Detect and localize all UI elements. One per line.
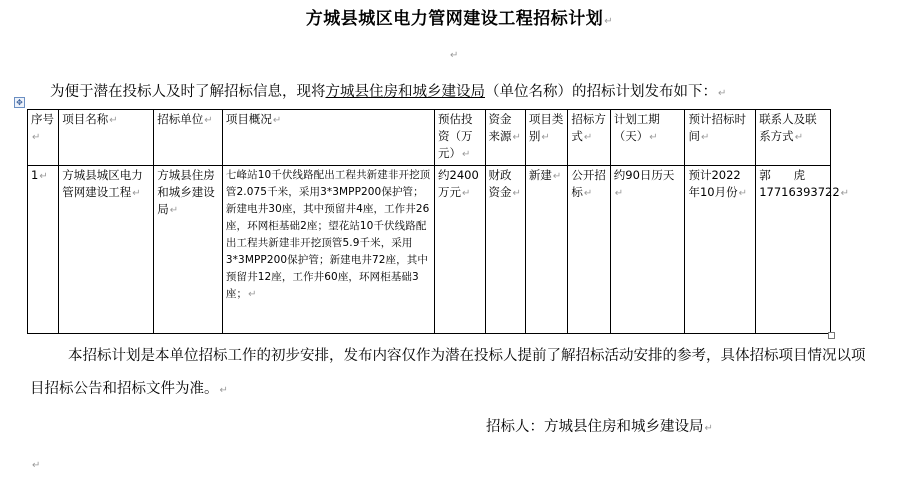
cell-fund-source: 财政资金↵	[485, 166, 525, 334]
document-title: 方城县城区电力管网建设工程招标计划↵	[305, 9, 614, 29]
cell-index: 1↵	[28, 166, 59, 334]
header-tender-unit: 招标单位↵	[154, 110, 223, 166]
cell-estimated-investment: 约2400万元↵	[435, 166, 486, 334]
table-move-handle-icon[interactable]: ✥	[14, 97, 25, 108]
paragraph-mark: ↵	[219, 385, 228, 396]
org-name-underlined: 方城县住房和城乡建设局	[325, 84, 485, 100]
paragraph-mark: ↵	[32, 460, 41, 471]
intro-paragraph: 为便于潜在投标人及时了解招标信息，现将方城县住房和城乡建设局（单位名称）的招标计划发布如下：↵	[50, 84, 727, 100]
header-project-overview: 项目概况↵	[222, 110, 434, 166]
header-contact: 联系人及联系方式↵	[756, 110, 831, 166]
cell-contact: 郭 虎17716393722↵	[756, 166, 831, 334]
paragraph-mark: ↵	[718, 88, 727, 99]
table-resize-handle[interactable]	[828, 332, 835, 339]
paragraph-mark: ↵	[450, 50, 459, 61]
cell-expected-tender-time: 预计2022年10月份↵	[685, 166, 756, 334]
header-project-name: 项目名称↵	[59, 110, 154, 166]
table-row	[28, 166, 831, 334]
header-index: 序号↵	[28, 110, 59, 166]
cell-tender-method: 公开招标↵	[568, 166, 610, 334]
cell-project-overview: 七峰站10千伏线路配出工程共新建非开挖顶管2.075千米，采用3*3MPP200保护管；新建电井30座，其中预留井4座，工作井26座，环网柜基础2座；望花站10千伏线路配出工程共新建非开挖顶管5.9千米，采用3*3MPP200保护管；新建电井72座，其中预留井12座，工作井60座，环网柜基础3座；↵	[222, 166, 434, 334]
paragraph-mark: ↵	[604, 16, 614, 27]
cell-project-category: 新建↵	[525, 166, 567, 334]
table-header-row	[28, 110, 831, 166]
header-estimated-investment: 预估投资（万元）↵	[435, 110, 486, 166]
header-project-category: 项目类别↵	[525, 110, 567, 166]
header-planned-duration: 计划工期（天）↵	[610, 110, 685, 166]
tender-plan-table	[27, 109, 850, 334]
header-tender-method: 招标方式↵	[568, 110, 610, 166]
closing-paragraph: 本招标计划是本单位招标工作的初步安排，发布内容仅作为潜在投标人提前了解招标活动安排的参考，具体招标项目情况以项目招标公告和招标文件为准。↵	[30, 348, 866, 397]
header-expected-tender-time: 预计招标时间↵	[685, 110, 756, 166]
cell-planned-duration: 约90日历天↵	[610, 166, 685, 334]
header-fund-source: 资金来源↵	[485, 110, 525, 166]
signature-line: 招标人：方城县住房和城乡建设局↵	[486, 419, 713, 435]
cell-project-name: 方城县城区电力管网建设工程↵	[59, 166, 154, 334]
paragraph-mark: ↵	[704, 423, 713, 434]
cell-tender-unit: 方城县住房和城乡建设局↵	[154, 166, 223, 334]
